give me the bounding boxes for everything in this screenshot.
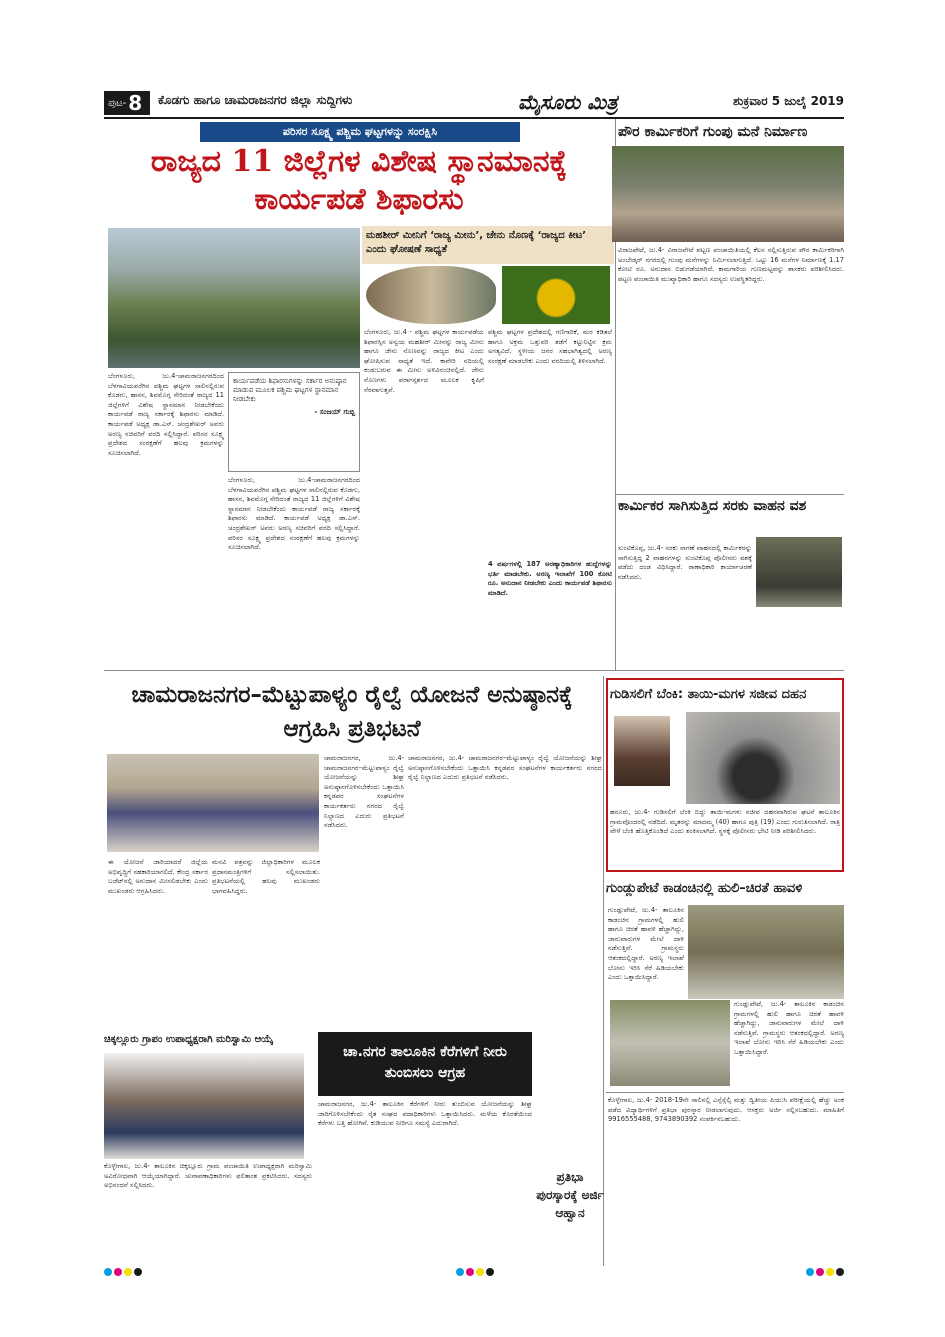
lead-column-2: ಬೆಂಗಳೂರು, ಜು.4 - ಪಶ್ಚಿಮ ಘಟ್ಟಗಳ ಕಾರ್ಯಪಡೆಯ ಶಿಫಾರಸ್ಸಿನ ಅನ್ವಯ ಮಹಶೀರ್ ಮೀನನ್ನು ರಾಜ್ಯ ಮೀನು ಹಾಗೂ ಜೇನು ನೊಣವನ್ನು ರಾಜ್ಯದ ಕೀಟ ಎಂದು ಘೋಷಿಸುವ ಸಾಧ್ಯತೆ ಇದೆ. ಕಾವೇರಿ ನದಿಯಲ್ಲಿ ಕಂಡುಬರುವ ಈ ಮೀನು ಅಳಿವಿನಂಚಿನಲ್ಲಿದೆ. ಜೇನು ನೊಣಗಳು ಪರಾಗಸ್ಪರ್ಶದ ಮೂಲಕ ಕೃಷಿಗೆ ನೆರವಾಗುತ್ತವೆ. [364,328,484,394]
lead-column-3: ಪಶ್ಚಿಮ ಘಟ್ಟಗಳ ಪ್ರದೇಶದಲ್ಲಿ ಗಣಿಗಾರಿಕೆ, ಮರ ಕಡಿತಲೆ ಹಾಗೂ ಅಕ್ರಮ ಒತ್ತುವರಿ ತಡೆಗೆ ಕಟ್ಟುನಿಟ್ಟಿನ ಕ್ರಮ ಅಗತ್ಯವಿದೆ. ಸ್ಥಳೀಯ ಜನರ ಸಹಭಾಗಿತ್ವದಲ್ಲಿ ಅರಣ್ಯ ಸಂರಕ್ಷಣೆ ಮಾಡಬೇಕು ಎಂದು ವರದಿಯಲ್ಲಿ ತಿಳಿಸಲಾಗಿದೆ. [488,328,612,365]
tiger-headline: ಗುಂಡ್ಲುಪೇಟೆ ಕಾಡಂಚಿನಲ್ಲಿ ಹುಲಿ–ಚಿರತೆ ಹಾವಳಿ [606,881,803,896]
village-photo [688,905,844,999]
tiger-body: ಗುಂಡ್ಲುಪೇಟೆ, ಜು.4- ತಾಲೂಕಿನ ಕಾಡಂಚಿನ ಗ್ರಾಮಗಳಲ್ಲಿ ಹುಲಿ ಹಾಗೂ ಚಿರತೆ ಹಾವಳಿ ಹೆಚ್ಚಾಗಿದ್ದು, ಜಾನುವಾರುಗಳ ಮೇಲೆ ದಾಳಿ ನಡೆಸುತ್ತಿವೆ. ಗ್ರಾಮಸ್ಥರು ಆತಂಕದಲ್ಲಿದ್ದಾರೆ. ಅರಣ್ಯ ಇಲಾಖೆ ಬೋನು ಇರಿಸಿ ಸೆರೆ ಹಿಡಿಯಬೇಕು ಎಂದು ಒತ್ತಾಯಿಸಿದ್ದಾರೆ. [608,906,684,982]
chikkaluru-headline: ಚಿಕ್ಕಲ್ಲೂರು ಗ್ರಾಪಂ ಉಪಾಧ್ಯಕ್ಷರಾಗಿ ಮರಿಸ್ವಾಮಿ ಆಯ್ಕೆ [104,1034,274,1045]
quote-text: ಕಾರ್ಯಪಡೆಯ ಶಿಫಾರಸುಗಳನ್ನು ಸರ್ಕಾರ ಅನುಷ್ಠಾನ ಮಾಡುವ ಮೂಲಕ ಪಶ್ಚಿಮ ಘಟ್ಟಗಳ ಸ್ಥಾನಮಾನ ನೀಡಬೇಕು [233,377,347,403]
award-headline: ಪ್ರತಿಭಾ ಪುರಸ್ಕಾರಕ್ಕೆ ಅರ್ಜಿ ಆಹ್ವಾನ [536,1170,604,1220]
felicitation-photo [104,1053,304,1159]
lead-column-4: 4 ವರ್ಷಗಳಲ್ಲಿ 187 ಅರಣ್ಯಾಧಿಕಾರಿಗಳ ಹುದ್ದೆಗಳನ್ನು ಭರ್ತಿ ಮಾಡಬೇಕು. ಅರಣ್ಯ ಇಲಾಖೆಗೆ 100 ಕೋಟಿ ರೂ. ಅನುದಾನ ನೀಡಬೇಕು ಎಂದು ಕಾರ್ಯಪಡೆ ಶಿಫಾರಸು ಮಾಡಿದೆ. [488,560,612,597]
lead-quote [228,372,360,472]
burnt-hut-photo [686,712,840,804]
registration-dot [816,1268,824,1276]
lead-kicker: ಪರಿಸರ ಸೂಕ್ಷ್ಮ ಪಶ್ಚಿಮ ಘಟ್ಟಗಳನ್ನು ಸಂರಕ್ಷಿಸಿ [200,122,520,142]
registration-dot [104,1268,112,1276]
page-number-tab [104,91,150,115]
railway-headline: ಚಾಮರಾಜನಗರ–ಮೆಟ್ಟುಪಾಳ್ಯಂ ರೈಲ್ವೆ ಯೋಜನೆ ಅನುಷ್ಠಾನಕ್ಕೆ ಆಗ್ರಹಿಸಿ ಪ್ರತಿಭಟನೆ [131,682,573,742]
page-folio [104,91,844,115]
lead-column-1b: ಬೆಂಗಳೂರು, ಜು.4-ಚಾಮರಾಜನಗರದಿಂದ ಬೆಳಗಾವಿಯವರೆಗಿನ ಪಶ್ಚಿಮ ಘಟ್ಟಗಳ ಸಾಲಿನಲ್ಲಿರುವ ಕೊಡಗು, ಹಾಸನ, ಶಿವಮೊಗ್ಗ ಸೇರಿದಂತೆ ರಾಜ್ಯದ 11 ಜಿಲ್ಲೆಗಳಿಗೆ ವಿಶೇಷ ಸ್ಥಾನಮಾನ ನೀಡಬೇಕೆಂದು ಕಾರ್ಯಪಡೆ ರಾಜ್ಯ ಸರ್ಕಾರಕ್ಕೆ ಶಿಫಾರಸು ಮಾಡಿದೆ. ಕಾರ್ಯಪಡೆ ಅಧ್ಯಕ್ಷ ಡಾ.ಎಸ್. ಚಂದ್ರಶೇಖರ್ ಅವರು ಅರಣ್ಯ ಸಚಿವರಿಗೆ ವರದಿ ಸಲ್ಲಿಸಿದ್ದಾರೆ. ಪರಿಸರ ಸೂಕ್ಷ್ಮ ಪ್ರದೇಶದ ಸಂರಕ್ಷಣೆಗೆ ಹಲವು ಕ್ರಮಗಳನ್ನು ಸೂಚಿಸಲಾಗಿದೆ. [228,476,360,552]
railway-body-2: ಈ ಯೋಜನೆ ಜಾರಿಯಾದರೆ ಜಿಲ್ಲೆಯ ಅಭಿವೃದ್ಧಿಗೆ ಸಹಕಾರಿಯಾಗಲಿದೆ. ಕೇಂದ್ರ ಸರ್ಕಾರ ಬಜೆಟ್‌ನಲ್ಲಿ ಅನುದಾನ ಮೀಸಲಿಡಬೇಕು ಎಂದು ಮುಖಂಡರು ಆಗ್ರಹಿಸಿದರು. [108,858,208,895]
registration-dot [806,1268,814,1276]
registration-dot [134,1268,142,1276]
quote-byline: - ಸಂಜಯ್ ಗುಬ್ಬಿ [314,408,355,416]
lead-subhead: ಮಹಶೀರ್ ಮೀನಿಗೆ ‘ರಾಜ್ಯ ಮೀನು’, ಜೇನು ನೊಣಕ್ಕೆ ‘ರಾಜ್ಯದ ಕೀಟ’ ಎಂದು ಘೋಷಣೆ ಸಾಧ್ಯತೆ [362,226,614,264]
registration-dot [836,1268,844,1276]
pourakarmika-headline: ಪೌರ ಕಾರ್ಮಿಕರಿಗೆ ಗುಂಪು ಮನೆ ನಿರ್ಮಾಣ [618,124,808,140]
issue-date: ಶುಕ್ರವಾರ 5 ಜುಲೈ 2019 [732,94,844,108]
award-body: ಕೊಳ್ಳೇಗಾಲ, ಜು.4- 2018-19ನೇ ಸಾಲಿನಲ್ಲಿ ಎಸ್ಸೆಸ್ಸೆಲ್ಸಿ ಮತ್ತು ದ್ವಿತೀಯ ಪಿಯುಸಿ ಪರೀಕ್ಷೆಯಲ್ಲಿ ಹೆಚ್ಚು ಅಂಕ ಪಡೆದ ವಿದ್ಯಾರ್ಥಿಗಳಿಗೆ ಪ್ರತಿಭಾ ಪುರಸ್ಕಾರ ನೀಡಲಾಗುವುದು. ಆಸಕ್ತರು ಅರ್ಜಿ ಸಲ್ಲಿಸಬಹುದು. ಮಾಹಿತಿಗೆ 9916555488, 9743890392 ಸಂಪರ್ಕಿಸಬಹುದು. [608,1096,844,1124]
page-label: ಪುಟ- [108,98,127,109]
western-ghats-photo [108,228,360,368]
story-divider [615,494,844,495]
fire-body: ಹನೂರು, ಜು.4- ಗುಡಿಸಲಿಗೆ ಬೆಂಕಿ ಬಿದ್ದು ತಾಯಿ-ಮಗಳು ಸಜೀವ ದಹನವಾಗಿರುವ ಘಟನೆ ತಾಲೂಕಿನ ಗ್ರಾಮವೊಂದರಲ್ಲಿ ನಡೆದಿದೆ. ಮೃತರನ್ನು ಮಾದಮ್ಮ (40) ಹಾಗೂ ಪುತ್ರಿ (19) ಎಂದು ಗುರುತಿಸಲಾಗಿದೆ. ರಾತ್ರಿ ವೇಳೆ ಬೆಂಕಿ ಹೊತ್ತಿಕೊಂಡಿದೆ ಎಂದು ಶಂಕಿಸಲಾಗಿದೆ. ಸ್ಥಳಕ್ಕೆ ಪೊಲೀಸರು ಭೇಟಿ ನೀಡಿ ಪರಿಶೀಲಿಸಿದರು. [610,808,840,836]
registration-dot [826,1268,834,1276]
attacked-cattle-photo [610,1000,730,1086]
registration-dot [486,1268,494,1276]
pourakarmika-photo [612,146,844,242]
section-title: ಕೊಡಗು ಹಾಗೂ ಚಾಮರಾಜನಗರ ಜಿಲ್ಲಾ ಸುದ್ದಿಗಳು [158,93,353,107]
page-number: 8 [128,91,143,115]
honey-bee-photo [502,266,610,324]
section-divider [104,670,844,671]
victim-portrait-mother [614,716,670,786]
railway-body-3: ಮನವಿ ಪತ್ರವನ್ನು ಜಿಲ್ಲಾಧಿಕಾರಿಗಳ ಮೂಲಕ ಪ್ರಧಾನಮಂತ್ರಿಗಳಿಗೆ ಸಲ್ಲಿಸಲಾಯಿತು. ಪ್ರತಿಭಟನೆಯಲ್ಲಿ ಹಲವು ಮುಖಂಡರು ಭಾಗವಹಿಸಿದ್ದರು. [212,858,320,895]
registration-dot [456,1268,464,1276]
tiger-body-2: ಗುಂಡ್ಲುಪೇಟೆ, ಜು.4- ತಾಲೂಕಿನ ಕಾಡಂಚಿನ ಗ್ರಾಮಗಳಲ್ಲಿ ಹುಲಿ ಹಾಗೂ ಚಿರತೆ ಹಾವಳಿ ಹೆಚ್ಚಾಗಿದ್ದು, ಜಾನುವಾರುಗಳ ಮೇಲೆ ದಾಳಿ ನಡೆಸುತ್ತಿವೆ. ಗ್ರಾಮಸ್ಥರು ಆತಂಕದಲ್ಲಿದ್ದಾರೆ. ಅರಣ್ಯ ಇಲಾಖೆ ಬೋನು ಇರಿಸಿ ಸೆರೆ ಹಿಡಿಯಬೇಕು ಎಂದು ಒತ್ತಾಯಿಸಿದ್ದಾರೆ. [734,1000,844,1056]
story-divider-2 [606,1092,844,1093]
registration-dot [124,1268,132,1276]
registration-dot [114,1268,122,1276]
lakes-body: ಚಾಮರಾಜನಗರ, ಜು.4- ತಾಲೂಕಿನ ಕೆರೆಗಳಿಗೆ ನೀರು ತುಂಬಿಸುವ ಯೋಜನೆಯನ್ನು ಶೀಘ್ರ ಜಾರಿಗೊಳಿಸಬೇಕೆಂದು ರೈತ ಸಂಘದ ಪದಾಧಿಕಾರಿಗಳು ಒತ್ತಾಯಿಸಿದರು. ಮಳೆಯ ಕೊರತೆಯಿಂದ ಕೆರೆಗಳು ಬತ್ತಿ ಹೋಗಿವೆ. ಕುಡಿಯುವ ನೀರಿಗೂ ಸಮಸ್ಯೆ ಎದುರಾಗಿದೆ. [318,1100,532,1128]
chikkaluru-body: ಕೊಳ್ಳೇಗಾಲ, ಜು.4- ತಾಲೂಕಿನ ಚಿಕ್ಕಲ್ಲೂರು ಗ್ರಾಮ ಪಂಚಾಯಿತಿ ಉಪಾಧ್ಯಕ್ಷರಾಗಿ ಮರಿಸ್ವಾಮಿ ಅವಿರೋಧವಾಗಿ ಆಯ್ಕೆಯಾಗಿದ್ದಾರೆ. ಚುನಾವಣಾಧಿಕಾರಿಗಳು ಫಲಿತಾಂಶ ಪ್ರಕಟಿಸಿದರು. ಸದಸ್ಯರು ಅಭಿನಂದನೆ ಸಲ್ಲಿಸಿದರು. [104,1162,312,1190]
vehicle-body: ಸುಂಟಿಕೊಪ್ಪ, ಜು.4- ಸರಕು ಸಾಗಣೆ ವಾಹನದಲ್ಲಿ ಕಾರ್ಮಿಕರನ್ನು ಸಾಗಿಸುತ್ತಿದ್ದ 2 ವಾಹನಗಳನ್ನು ಸುಂಟಿಕೊಪ್ಪ ಪೊಲೀಸರು ವಶಕ್ಕೆ ಪಡೆದು ದಂಡ ವಿಧಿಸಿದ್ದಾರೆ. ಠಾಣಾಧಿಕಾರಿ ಕಾರ್ಯಾಚರಣೆ ನಡೆಸಿದರು. [618,544,752,581]
lead-headline: ರಾಜ್ಯದ 11 ಜಿಲ್ಲೆಗಳ ವಿಶೇಷ ಸ್ಥಾನಮಾನಕ್ಕೆ ಕಾರ್ಯಪಡೆ ಶಿಫಾರಸು [150,144,568,217]
goods-vehicle-photo [756,537,842,607]
railway-body-4: ಚಾಮರಾಜನಗರ, ಜು.4- ಚಾಮರಾಜನಗರ–ಮೆಟ್ಟುಪಾಳ್ಯಂ ರೈಲ್ವೆ ಯೋಜನೆಯನ್ನು ಶೀಘ್ರ ಅನುಷ್ಠಾನಗೊಳಿಸಬೇಕೆಂದು ಒತ್ತಾಯಿಸಿ ಕನ್ನಡಪರ ಸಂಘಟನೆಗಳ ಕಾರ್ಯಕರ್ತರು ನಗರದ ರೈಲ್ವೆ ನಿಲ್ದಾಣದ ಎದುರು ಪ್ರತಿಭಟನೆ ನಡೆಸಿದರು. [408,754,602,782]
lakes-headline: ಚಾ.ನಗರ ತಾಲೂಕಿನ ಕೆರೆಗಳಿಗೆ ನೀರು ತುಂಬಿಸಲು ಆಗ್ರಹ [318,1032,532,1096]
registration-dot [476,1268,484,1276]
vehicle-headline: ಕಾರ್ಮಿಕರ ಸಾಗಿಸುತ್ತಿದ ಸರಕು ವಾಹನ ವಶ [618,498,807,514]
masthead-logo: ಮೈಸೂರು ಮಿತ್ರ [518,90,618,114]
railway-body-1: ಚಾಮರಾಜನಗರ, ಜು.4- ಚಾಮರಾಜನಗರ–ಮೆಟ್ಟುಪಾಳ್ಯಂ ರೈಲ್ವೆ ಯೋಜನೆಯನ್ನು ಶೀಘ್ರ ಅನುಷ್ಠಾನಗೊಳಿಸಬೇಕೆಂದು ಒತ್ತಾಯಿಸಿ ಕನ್ನಡಪರ ಸಂಘಟನೆಗಳ ಕಾರ್ಯಕರ್ತರು ನಗರದ ರೈಲ್ವೆ ನಿಲ್ದಾಣದ ಎದುರು ಪ್ರತಿಭಟನೆ ನಡೆಸಿದರು. [324,754,404,830]
protest-photo [107,754,319,852]
mahseer-fish-photo [366,266,496,324]
fire-headline: ಗುಡಿಸಲಿಗೆ ಬೆಂಕಿ: ತಾಯಿ-ಮಗಳ ಸಜೀವ ದಹನ [610,687,807,702]
pourakarmika-body: ವಿರಾಜಪೇಟೆ, ಜು.4- ವಿರಾಜಪೇಟೆ ಪಟ್ಟಣ ಪಂಚಾಯಿತಿಯಲ್ಲಿ ಕೆಲಸ ಸಲ್ಲಿಸುತ್ತಿರುವ ಪೌರ ಕಾರ್ಮಿಕರಿಗಾಗಿ ಅಂಬೇಡ್ಕರ್ ನಗರದಲ್ಲಿ ಗುಂಪು ಮನೆಗಳನ್ನು ನಿರ್ಮಿಸಲಾಗುತ್ತಿದೆ. ಒಟ್ಟು 16 ಮನೆಗಳ ನಿರ್ಮಾಣಕ್ಕೆ 1.17 ಕೋಟಿ ರೂ. ಅನುದಾನ ಬಿಡುಗಡೆಯಾಗಿದೆ. ಕಾಮಗಾರಿಯ ಗುಣಮಟ್ಟವನ್ನು ಶಾಸಕರು ಪರಿಶೀಲಿಸಿದರು. ಪಟ್ಟಣ ಪಂಚಾಯಿತಿ ಮುಖ್ಯಾಧಿಕಾರಿ ಹಾಗೂ ಸದಸ್ಯರು ಉಪಸ್ಥಿತರಿದ್ದರು. [618,246,844,283]
lead-column-1: ಬೆಂಗಳೂರು, ಜು.4-ಚಾಮರಾಜನಗರದಿಂದ ಬೆಳಗಾವಿಯವರೆಗಿನ ಪಶ್ಚಿಮ ಘಟ್ಟಗಳ ಸಾಲಿನಲ್ಲಿರುವ ಕೊಡಗು, ಹಾಸನ, ಶಿವಮೊಗ್ಗ ಸೇರಿದಂತೆ ರಾಜ್ಯದ 11 ಜಿಲ್ಲೆಗಳಿಗೆ ವಿಶೇಷ ಸ್ಥಾನಮಾನ ನೀಡಬೇಕೆಂದು ಕಾರ್ಯಪಡೆ ರಾಜ್ಯ ಸರ್ಕಾರಕ್ಕೆ ಶಿಫಾರಸು ಮಾಡಿದೆ. ಕಾರ್ಯಪಡೆ ಅಧ್ಯಕ್ಷ ಡಾ.ಎಸ್. ಚಂದ್ರಶೇಖರ್ ಅವರು ಅರಣ್ಯ ಸಚಿವರಿಗೆ ವರದಿ ಸಲ್ಲಿಸಿದ್ದಾರೆ. ಪರಿಸರ ಸೂಕ್ಷ್ಮ ಪ್ರದೇಶದ ಸಂರಕ್ಷಣೆಗೆ ಹಲವು ಕ್ರಮಗಳನ್ನು ಸೂಚಿಸಲಾಗಿದೆ. [108,372,224,457]
registration-dot [466,1268,474,1276]
